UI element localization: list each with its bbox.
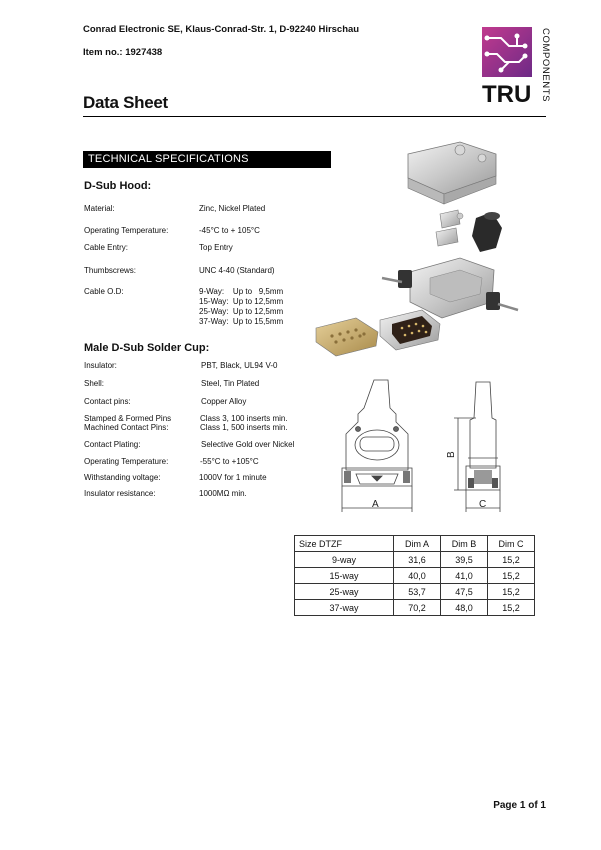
table-cell: 40,0 xyxy=(394,568,441,584)
spec-value: -45°C to + 105°C xyxy=(199,226,260,235)
spec-label: Material: xyxy=(84,204,115,213)
table-cell: 15,2 xyxy=(488,568,535,584)
hood-bottom-shell xyxy=(382,258,518,318)
table-header-cell: Dim C xyxy=(488,536,535,552)
table-cell: 15,2 xyxy=(488,584,535,600)
table-header-row xyxy=(295,536,535,552)
table-cell: 15,2 xyxy=(488,600,535,616)
table-header-cell: Dim B xyxy=(441,536,488,552)
logo-sub-text: COMPONENTS xyxy=(540,28,551,103)
dim-a-label: A xyxy=(372,499,379,510)
table-cell: 9-way xyxy=(295,552,394,568)
tru-components-logo xyxy=(481,26,551,108)
table-cell: 48,0 xyxy=(441,600,488,616)
table-row xyxy=(295,568,535,584)
dimension-drawing xyxy=(330,378,545,516)
spec-label: Stamped & Formed Pins xyxy=(84,414,172,423)
spec-value: Copper Alloy xyxy=(201,397,247,406)
table-cell: 31,6 xyxy=(394,552,441,568)
spec-label: Thumbscrews: xyxy=(84,266,137,275)
spec-label: Insulator: xyxy=(84,361,117,370)
dim-c-label: C xyxy=(479,499,487,510)
spec-label: Contact pins: xyxy=(84,397,131,406)
cup-title: Male D-Sub Solder Cup: xyxy=(84,342,210,354)
spec-value: 1000MΩ min. xyxy=(199,489,247,498)
spec-value: -55°C to +105°C xyxy=(200,457,259,466)
product-photo xyxy=(310,132,532,358)
cable-od-15way: 15-Way: Up to 12,5mm xyxy=(199,297,284,306)
company-address: Conrad Electronic SE, Klaus-Conrad-Str. 1, D-92240 Hirschau xyxy=(83,24,360,35)
dim-b-label: B xyxy=(446,451,457,458)
table-cell: 15,2 xyxy=(488,552,535,568)
spec-label: Insulator resistance: xyxy=(84,489,156,498)
dimensions-table xyxy=(294,535,535,616)
item-number: Item no.: 1927438 xyxy=(83,47,163,58)
spec-label: Cable O.D: xyxy=(84,287,124,296)
logo-brand-text: TRU xyxy=(482,81,532,108)
page-title: Data Sheet xyxy=(83,93,168,112)
spec-label: Cable Entry: xyxy=(84,243,129,252)
connector-pin-side xyxy=(380,310,440,350)
cable-od-9way: 9-Way: Up to 9,5mm xyxy=(199,287,284,296)
spec-value: Top Entry xyxy=(199,243,233,252)
strain-relief-parts xyxy=(436,210,463,246)
spec-value: 1000V for 1 minute xyxy=(199,473,267,482)
spec-value: Selective Gold over Nickel xyxy=(201,440,295,449)
spec-label: Machined Contact Pins: xyxy=(84,423,169,432)
table-cell: 25-way xyxy=(295,584,394,600)
spec-value: PBT, Black, UL94 V-0 xyxy=(201,361,278,370)
spec-label: Withstanding voltage: xyxy=(84,473,161,482)
table-header-cell: Size DTZF xyxy=(295,536,394,552)
table-row xyxy=(295,552,535,568)
cable-od-37way: 37-Way: Up to 15,5mm xyxy=(199,317,284,326)
table-row xyxy=(295,584,535,600)
spec-label: Operating Temperature: xyxy=(84,226,169,235)
table-row xyxy=(295,600,535,616)
table-cell: 70,2 xyxy=(394,600,441,616)
hood-top-shell xyxy=(408,142,496,204)
page-number: Page 1 of 1 xyxy=(493,800,546,811)
table-header-cell: Dim A xyxy=(394,536,441,552)
table-cell: 15-way xyxy=(295,568,394,584)
table-cell: 47,5 xyxy=(441,584,488,600)
table-cell: 53,7 xyxy=(394,584,441,600)
table-cell: 41,0 xyxy=(441,568,488,584)
hood-title: D-Sub Hood: xyxy=(84,180,152,192)
spec-value: Class 3, 100 inserts min. xyxy=(200,414,288,423)
spec-label: Operating Temperature: xyxy=(84,457,169,466)
connector-solder-side xyxy=(316,318,378,356)
table-cell: 39,5 xyxy=(441,552,488,568)
cable-od-25way: 25-Way: Up to 12,5mm xyxy=(199,307,284,316)
spec-value: UNC 4-40 (Standard) xyxy=(199,266,275,275)
spec-value: Class 1, 500 inserts min. xyxy=(200,423,288,432)
spec-value: Zinc, Nickel Plated xyxy=(199,204,266,213)
spec-label: Shell: xyxy=(84,379,105,388)
spec-label: Contact Plating: xyxy=(84,440,141,449)
header-rule xyxy=(83,116,546,117)
table-cell: 37-way xyxy=(295,600,394,616)
section-heading: TECHNICAL SPECIFICATIONS xyxy=(83,151,331,168)
cable-grommet xyxy=(472,212,502,252)
spec-value: Steel, Tin Plated xyxy=(201,379,260,388)
